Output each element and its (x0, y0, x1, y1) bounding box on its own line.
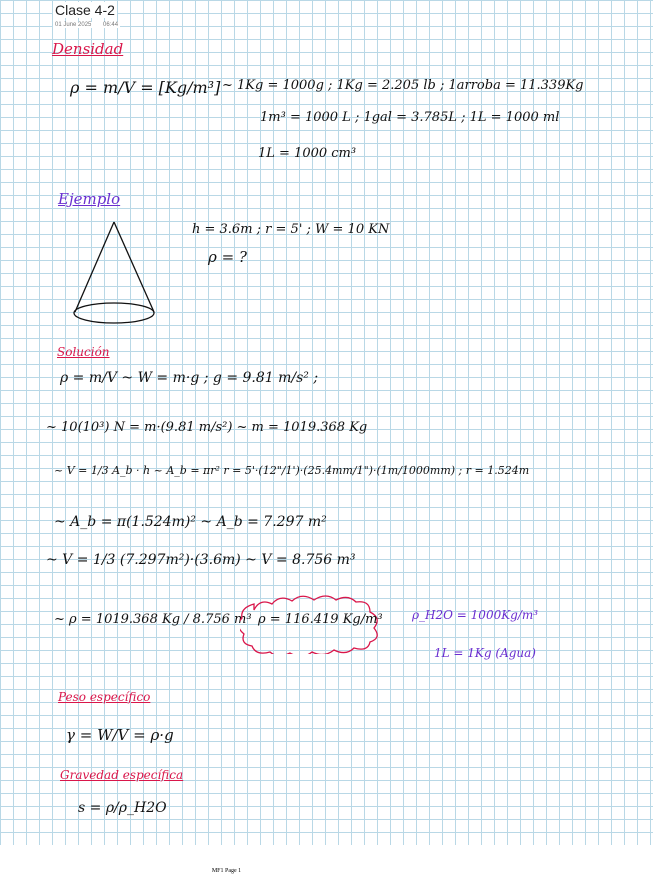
page-time: 06:44 (103, 22, 119, 28)
result-density: ρ = 116.419 Kg/m³ (258, 612, 383, 627)
solution-heading: Solución (57, 345, 110, 359)
solution-line-3: ~ V = 1/3 A_b · h ~ A_b = πr² r = 5'·(12"/1')·(25.4mm/1")·(1m/1000mm) ; r = 1.524m (54, 464, 530, 477)
solution-line-6: ~ ρ = 1019.368 Kg / 8.756 m³ (54, 612, 252, 627)
density-heading: Densidad (52, 40, 124, 58)
page-footer: MF1 Page 1 (211, 868, 242, 874)
cone-diagram (70, 218, 160, 328)
specific-weight-formula: γ = W/V = ρ·g (66, 726, 174, 744)
page-meta (53, 22, 120, 28)
conversions-line-2: 1m³ = 1000 L ; 1gal = 3.785L ; 1L = 1000 ml (260, 110, 560, 125)
page-title: Clase 4-2 (55, 2, 115, 18)
density-formula: ρ = m/V = [Kg/m³] (70, 78, 221, 97)
example-heading: Ejemplo (58, 190, 121, 208)
example-question: ρ = ? (208, 248, 247, 266)
solution-line-1: ρ = m/V ~ W = m·g ; g = 9.81 m/s² ; (60, 370, 319, 386)
conversions-line-3: 1L = 1000 cm³ (258, 146, 357, 161)
water-liter-equivalence: 1L = 1Kg (Agua) (434, 646, 536, 660)
specific-gravity-heading: Gravedad específica (60, 768, 184, 782)
specific-gravity-formula: s = ρ/ρ_H2O (78, 800, 167, 816)
specific-weight-heading: Peso específico (58, 690, 151, 704)
solution-line-2: ~ 10(10³) N = m·(9.81 m/s²) ~ m = 1019.368 Kg (46, 420, 368, 435)
example-data: h = 3.6m ; r = 5' ; W = 10 KN (192, 222, 390, 237)
solution-line-4: ~ A_b = π(1.524m)² ~ A_b = 7.297 m² (54, 514, 327, 530)
conversions-line-1: ~ 1Kg = 1000g ; 1Kg = 2.205 lb ; 1arroba = 11.339Kg (222, 78, 584, 93)
page-date: 01 June 2025 (55, 22, 92, 28)
solution-line-5: ~ V = 1/3 (7.297m²)·(3.6m) ~ V = 8.756 m³ (46, 552, 356, 568)
water-density: ρ_H2O = 1000Kg/m³ (412, 608, 539, 622)
